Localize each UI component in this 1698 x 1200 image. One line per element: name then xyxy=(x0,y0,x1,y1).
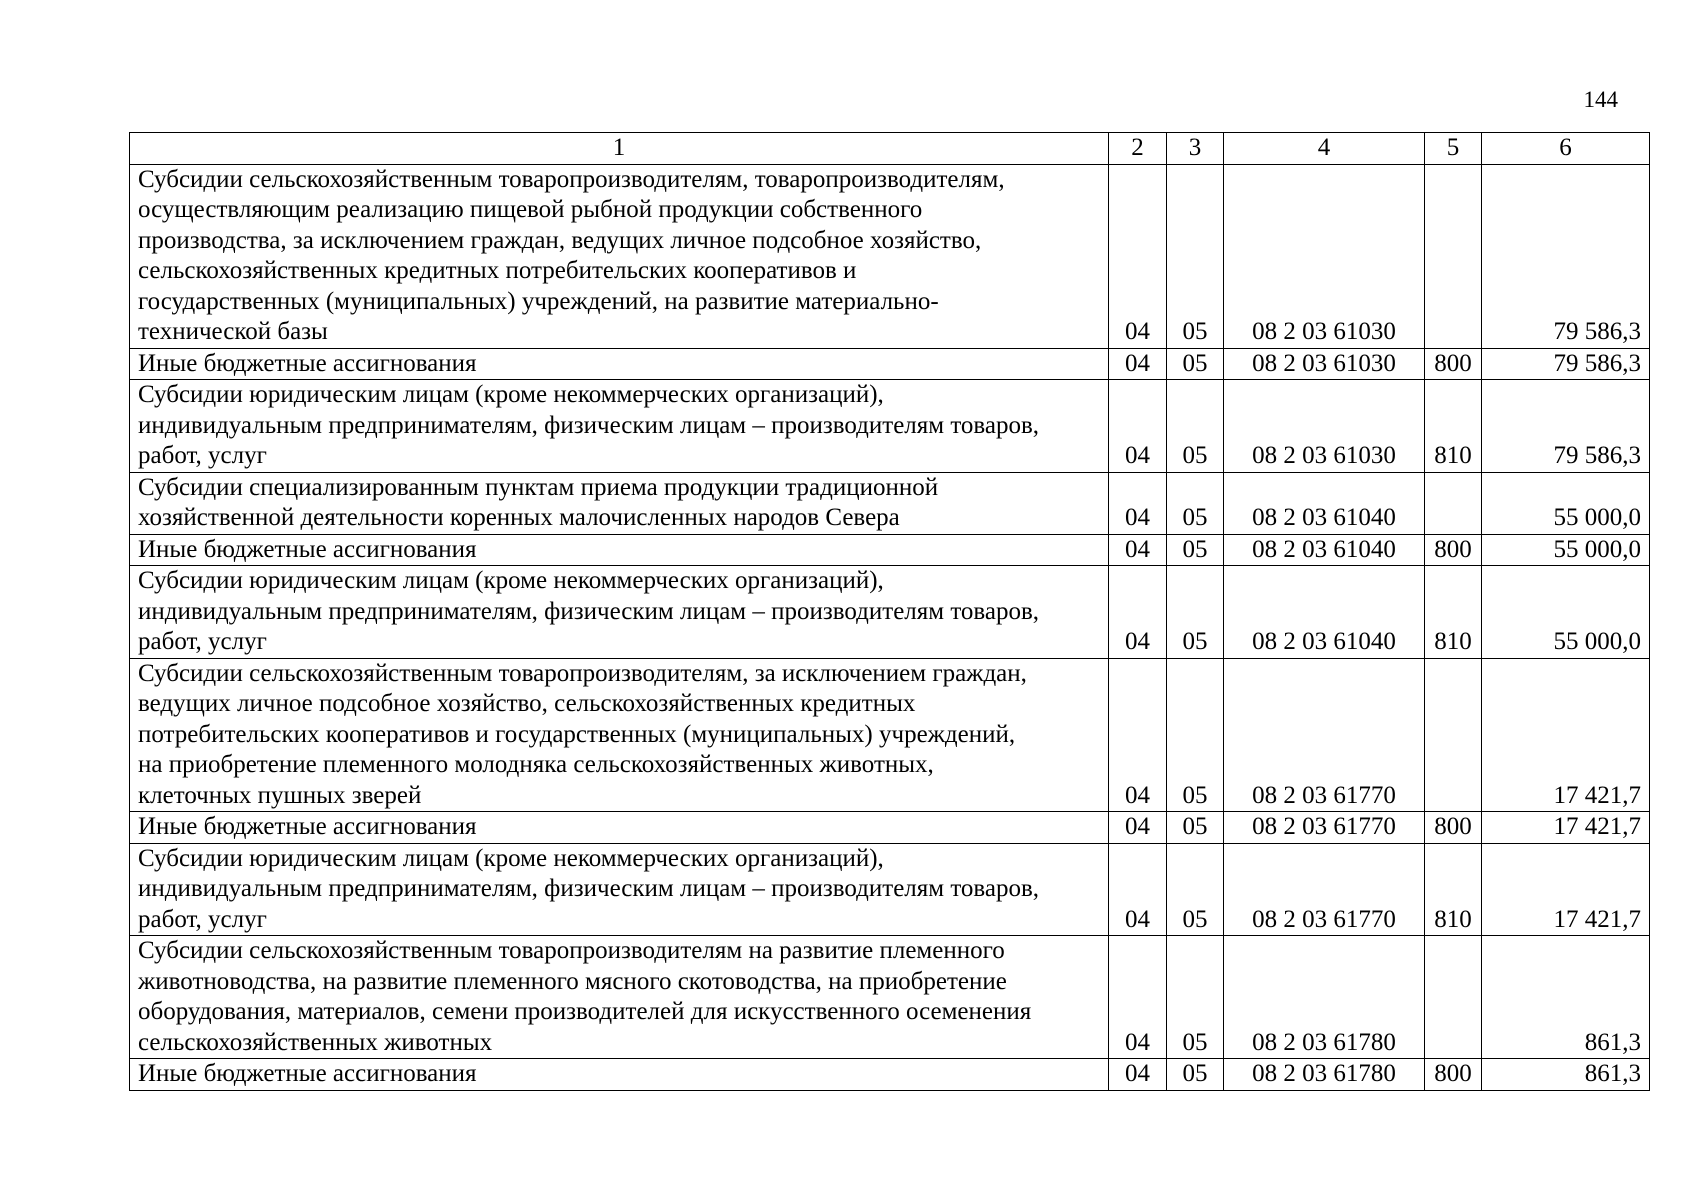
table-row xyxy=(130,936,1650,1059)
expense-type-cell: 800 xyxy=(1425,348,1482,380)
subsection-code-cell: 05 xyxy=(1167,658,1224,812)
description-line: Субсидии специализированным пунктам приема продукции традиционной xyxy=(138,473,939,501)
description-line: сельскохозяйственных животных xyxy=(138,1028,493,1056)
table-row xyxy=(130,1059,1650,1091)
amount-cell: 861,3 xyxy=(1482,1059,1650,1091)
amount-cell: 79 586,3 xyxy=(1482,380,1650,473)
expense-type-cell xyxy=(1425,658,1482,812)
description-line: клеточных пушных зверей xyxy=(138,781,422,809)
subsection-code-cell: 05 xyxy=(1167,936,1224,1059)
table-row xyxy=(130,566,1650,659)
table-row xyxy=(130,658,1650,812)
target-article-cell: 08 2 03 61780 xyxy=(1224,1059,1425,1091)
description-line: Субсидии юридическим лицам (кроме некоммерческих организаций), xyxy=(138,844,884,872)
description-line: ведущих личное подсобное хозяйство, сельскохозяйственных кредитных xyxy=(138,690,916,717)
table-row xyxy=(130,472,1650,534)
expense-type-cell xyxy=(1425,936,1482,1059)
table-row xyxy=(130,534,1650,566)
section-code-cell: 04 xyxy=(1109,348,1167,380)
header-cell-1: 1 xyxy=(130,133,1109,165)
description-line: потребительских кооперативов и государственных (муниципальных) учреждений, xyxy=(138,720,1016,748)
description-line: Иные бюджетные ассигнования xyxy=(138,1060,477,1087)
subsection-code-cell: 05 xyxy=(1167,380,1224,473)
target-article-cell: 08 2 03 61770 xyxy=(1224,812,1425,844)
header-cell-3: 3 xyxy=(1167,133,1224,165)
description-line: Иные бюджетные ассигнования xyxy=(138,535,477,563)
description-line: Субсидии юридическим лицам (кроме некоммерческих организаций), xyxy=(138,381,884,408)
description-line: работ, услуг xyxy=(138,905,267,933)
section-code-cell: 04 xyxy=(1109,936,1167,1059)
amount-cell: 79 586,3 xyxy=(1482,348,1650,380)
target-article-cell: 08 2 03 61770 xyxy=(1224,658,1425,812)
header-cell-5: 5 xyxy=(1425,133,1482,165)
section-code-cell: 04 xyxy=(1109,812,1167,844)
subsection-code-cell: 05 xyxy=(1167,843,1224,936)
page-number: 144 xyxy=(1583,87,1618,112)
description-line: индивидуальным предпринимателям, физическим лицам – производителям товаров, xyxy=(138,597,1040,625)
description-line: сельскохозяйственных кредитных потребительских кооперативов и xyxy=(138,257,857,284)
amount-cell: 55 000,0 xyxy=(1482,472,1650,534)
target-article-cell: 08 2 03 61040 xyxy=(1224,566,1425,659)
section-code-cell: 04 xyxy=(1109,658,1167,812)
header-cell-6: 6 xyxy=(1482,133,1650,165)
amount-cell: 55 000,0 xyxy=(1482,566,1650,659)
subsection-code-cell: 05 xyxy=(1167,566,1224,659)
target-article-cell: 08 2 03 61780 xyxy=(1224,936,1425,1059)
header-row xyxy=(130,133,1650,165)
description-cell xyxy=(130,164,1109,348)
description-line: Субсидии юридическим лицам (кроме некоммерческих организаций), xyxy=(138,567,884,594)
table-row xyxy=(130,812,1650,844)
section-code-cell: 04 xyxy=(1109,566,1167,659)
target-article-cell: 08 2 03 61040 xyxy=(1224,472,1425,534)
description-cell xyxy=(130,936,1109,1059)
description-cell xyxy=(130,534,1109,566)
description-line: оборудования, материалов, семени производителей для искусственного осеменения xyxy=(138,998,1032,1025)
target-article-cell: 08 2 03 61030 xyxy=(1224,348,1425,380)
budget-table xyxy=(129,132,1650,1091)
table-row xyxy=(130,164,1650,348)
section-code-cell: 04 xyxy=(1109,1059,1167,1091)
description-line: осуществляющим реализацию пищевой рыбной продукции собственного xyxy=(138,196,923,223)
description-line: работ, услуг xyxy=(138,442,267,469)
description-line: индивидуальным предпринимателям, физическим лицам – производителям товаров, xyxy=(138,411,1040,439)
description-line: работ, услуг xyxy=(138,628,267,655)
subsection-code-cell: 05 xyxy=(1167,164,1224,348)
expense-type-cell xyxy=(1425,472,1482,534)
expense-type-cell: 800 xyxy=(1425,812,1482,844)
description-line: на приобретение племенного молодняка сельскохозяйственных животных, xyxy=(138,751,934,778)
description-cell xyxy=(130,1059,1109,1091)
expense-type-cell: 810 xyxy=(1425,843,1482,936)
description-line: индивидуальным предпринимателям, физическим лицам – производителям товаров, xyxy=(138,875,1040,902)
section-code-cell: 04 xyxy=(1109,164,1167,348)
description-cell xyxy=(130,380,1109,473)
amount-cell: 17 421,7 xyxy=(1482,812,1650,844)
description-cell xyxy=(130,472,1109,534)
subsection-code-cell: 05 xyxy=(1167,534,1224,566)
header-cell-4: 4 xyxy=(1224,133,1425,165)
amount-cell: 55 000,0 xyxy=(1482,534,1650,566)
header-cell-2: 2 xyxy=(1109,133,1167,165)
subsection-code-cell: 05 xyxy=(1167,472,1224,534)
amount-cell: 17 421,7 xyxy=(1482,658,1650,812)
amount-cell: 79 586,3 xyxy=(1482,164,1650,348)
expense-type-cell: 810 xyxy=(1425,566,1482,659)
description-line: государственных (муниципальных) учреждений, на развитие материально- xyxy=(138,287,939,315)
description-cell xyxy=(130,843,1109,936)
table-row xyxy=(130,843,1650,936)
description-line: Субсидии сельскохозяйственным товаропроизводителям на развитие племенного xyxy=(138,937,1005,964)
expense-type-cell: 800 xyxy=(1425,534,1482,566)
table-row xyxy=(130,348,1650,380)
section-code-cell: 04 xyxy=(1109,472,1167,534)
description-cell xyxy=(130,812,1109,844)
section-code-cell: 04 xyxy=(1109,843,1167,936)
expense-type-cell: 810 xyxy=(1425,380,1482,473)
description-line: Иные бюджетные ассигнования xyxy=(138,813,477,840)
description-cell xyxy=(130,658,1109,812)
target-article-cell: 08 2 03 61030 xyxy=(1224,380,1425,473)
target-article-cell: 08 2 03 61770 xyxy=(1224,843,1425,936)
description-cell xyxy=(130,348,1109,380)
target-article-cell: 08 2 03 61030 xyxy=(1224,164,1425,348)
amount-cell: 861,3 xyxy=(1482,936,1650,1059)
description-line: Иные бюджетные ассигнования xyxy=(138,349,477,377)
description-line: технической базы xyxy=(138,318,328,345)
subsection-code-cell: 05 xyxy=(1167,1059,1224,1091)
table-row xyxy=(130,380,1650,473)
description-line: Субсидии сельскохозяйственным товаропроизводителям, товаропроизводителям, xyxy=(138,165,1005,193)
section-code-cell: 04 xyxy=(1109,380,1167,473)
expense-type-cell: 800 xyxy=(1425,1059,1482,1091)
subsection-code-cell: 05 xyxy=(1167,348,1224,380)
description-cell xyxy=(130,566,1109,659)
description-line: производства, за исключением граждан, ведущих личное подсобное хозяйство, xyxy=(138,226,982,254)
description-line: Субсидии сельскохозяйственным товаропроизводителям, за исключением граждан, xyxy=(138,659,1027,687)
target-article-cell: 08 2 03 61040 xyxy=(1224,534,1425,566)
section-code-cell: 04 xyxy=(1109,534,1167,566)
description-line: хозяйственной деятельности коренных малочисленных народов Севера xyxy=(138,504,900,531)
amount-cell: 17 421,7 xyxy=(1482,843,1650,936)
subsection-code-cell: 05 xyxy=(1167,812,1224,844)
expense-type-cell xyxy=(1425,164,1482,348)
description-line: животноводства, на развитие племенного мясного скотоводства, на приобретение xyxy=(138,967,1007,995)
